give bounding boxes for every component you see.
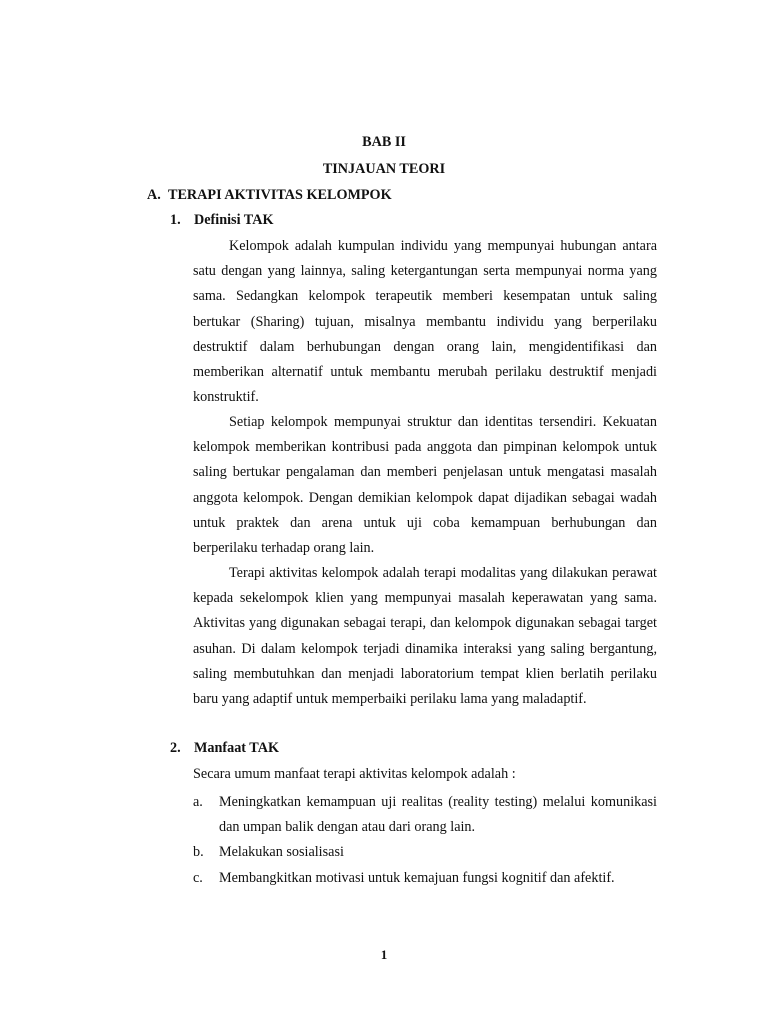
paragraph-3-text: Terapi aktivitas kelompok adalah terapi modalitas yang dilakukan perawat kepada sekelompok klien yang mempunyai masalah keperawatan yang sama. Aktivitas yang digunakan sebagai terapi, dan kelompok digunakan sebagai target asuhan. Di dalam kelompok terjadi dinamika interaksi yang saling bergantung, saling membutuhkan dan menjadi laboratorium tempat klien berlatih perilaku baru yang adaptif untuk memperbaiki perilaku lama yang maladaptif. [193, 565, 657, 708]
paragraph-2-text: Setiap kelompok mempunyai struktur dan identitas tersendiri. Kekuatan kelompok memberikan kontribusi pada anggota dan pimpinan kelompok untuk saling bertukar pengalaman dan memberi penjelasan untuk mengatasi masalah anggota kelompok. Dengan demikian kelompok dapat dijadikan sebagai wadah untuk praktek dan arena untuk uji coba kemampuan berhubungan dan berperilaku terhadap orang lain. [193, 414, 657, 557]
section-a-title: TERAPI AKTIVITAS KELOMPOK [168, 187, 392, 203]
paragraph-3 [193, 561, 657, 712]
list-item-marker: a. [193, 794, 203, 810]
subsection-1-heading [170, 212, 274, 229]
subsection-2-heading [170, 740, 279, 757]
subsection-1-number: 1. [170, 212, 181, 228]
section-a-number: A. [147, 187, 161, 203]
paragraph-1-text: Kelompok adalah kumpulan individu yang mempunyai hubungan antara satu dengan yang lainnya, saling ketergantungan serta mempunyai norma yang sama. Sedangkan kelompok terapeutik memberi kesempatan untuk saling bertukar (Sharing) tujuan, misalnya membantu individu yang berperilaku destruktif dalam berhubungan dengan orang lain, mengidentifikasi dan memberikan alternatif untuk membantu merubah perilaku destruktif menjadi konstruktif. [193, 238, 657, 406]
list-item-text: Membangkitkan motivasi untuk kemajuan fungsi kognitif dan afektif. [219, 869, 615, 886]
paragraph-2 [193, 410, 657, 561]
list-item [193, 866, 657, 891]
benefit-list [193, 790, 657, 891]
subsection-2-number: 2. [170, 740, 181, 756]
list-item [193, 790, 657, 840]
list-item-marker: c. [193, 869, 203, 886]
chapter-title: TINJAUAN TEORI [322, 161, 446, 177]
section-a-heading [147, 187, 392, 204]
subsection-1-title: Definisi TAK [194, 212, 274, 228]
list-item-text: Melakukan sosialisasi [219, 844, 344, 861]
chapter-label: BAB II [362, 134, 406, 150]
subsection-2-title: Manfaat TAK [194, 740, 279, 756]
list-item-marker: b. [193, 844, 204, 861]
paragraph-1 [193, 234, 657, 410]
page-number: 1 [380, 947, 388, 962]
list-item [193, 840, 657, 865]
list-item-text: Meningkatkan kemampuan uji realitas (reality testing) melalui komunikasi dan umpan balik dengan atau dari orang lain. [219, 794, 657, 836]
list-lead-text: Secara umum manfaat terapi aktivitas kelompok adalah : [193, 766, 516, 782]
